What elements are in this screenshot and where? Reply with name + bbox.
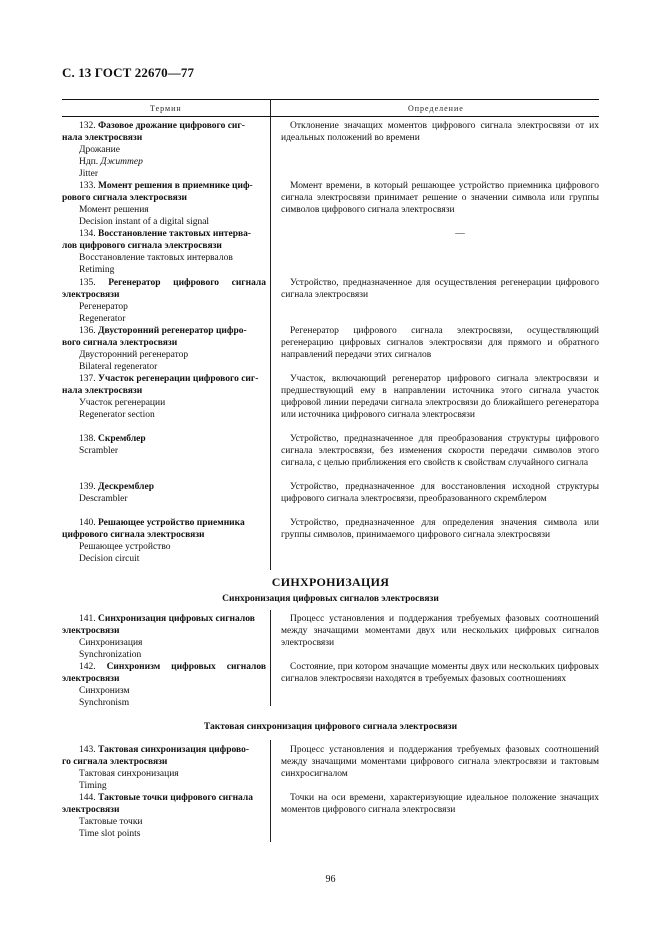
term-entry-133 [62,181,266,229]
definition-133: Момент времени, в который решающее устройство приемника цифрового сигнала электросвязи принимает решение о значении символа или группы символов цифрового сигнала электросвязи [281,181,599,215]
term-synonym: Восстановление тактовых интервалов [79,252,233,263]
term-number: 134. [79,229,96,239]
term-title: Скремблер [98,434,146,444]
term-english: Decision circuit [79,553,140,564]
term-title: Синхронизм цифровых сигналов [106,662,267,672]
term-synonym: Тактовые точки [79,816,143,827]
term-entry-137 [62,374,266,422]
term-synonym: Синхронизация [79,637,143,648]
term-title: Тактовая синхронизация цифрово- [98,745,249,755]
term-synonym: Двусторонний регенератор [79,349,189,360]
definition-137: Участок, включающий регенератор цифрового сигнала электросвязи и предшествующий ему в направлении источника этого сигнала участок цифровой линии передачи сигнала электросвязи до ближайшего регенератора или источника цифрового сигнала электросвязи [281,374,599,420]
term-title: нала электросвязи [62,132,143,143]
term-entry-140 [62,518,266,566]
term-entry-136 [62,326,266,374]
term-entry-132 [62,121,266,181]
term-entry-142 [62,662,266,710]
term-number: 139. [79,482,96,492]
term-number: 144. [79,793,96,803]
term-title: цифрового сигнала электросвязи [62,529,205,540]
definition-139: Устройство, предназначенное для восстановления исходной структуры цифрового сигнала электросвязи, преобразованного скремблером [281,482,599,504]
term-number: 132. [79,121,96,131]
term-entry-141 [62,614,266,662]
term-entry-143 [62,745,266,793]
column-divider [270,99,271,570]
term-english: Descrambler [79,493,128,504]
definition-140: Устройство, предназначенное для определения значения символа или группы символов, принимаемого цифрового сигнала электросвязи [281,518,599,540]
term-title: Восстановление тактовых интерва- [98,229,252,239]
column-head-definition: Определение [408,104,464,113]
term-english: Regenerator section [79,409,155,420]
term-number: 141. [79,614,96,624]
page-number: 96 [325,874,336,885]
definition-136: Регенератор цифрового сигнала электросвязи, осуществляющий регенерацию цифровых сигналов электросвязи для прямого и обратного направлений передачи этих сигналов [281,326,599,360]
term-title: Участок регенерации цифрового сиг- [98,374,259,384]
term-number: 140. [79,518,96,528]
term-number: 137. [79,374,96,384]
term-title: Синхронизация цифровых сигналов [98,614,255,624]
term-title: Решающее устройство приемника [98,518,245,528]
term-title: лов цифрового сигнала электросвязи [62,240,222,251]
term-english: Timing [79,780,107,791]
definition-142: Состояние, при котором значащие моменты двух или нескольких цифровых сигналов электросвязи находятся в требуемых фазовых соотношениях [281,662,599,684]
term-synonym: Момент решения [79,204,149,215]
definition-134: — [455,229,465,239]
term-english: Decision instant of a digital signal [79,216,210,227]
term-number: 133. [79,181,96,191]
term-title: Дескремблер [98,482,154,492]
term-title: Момент решения в приемнике циф- [98,181,253,191]
definition-144: Точки на оси времени, характеризующие идеальное положение значащих моментов цифрового сигнала электросвязи [281,793,599,815]
term-entry-138 [62,434,266,458]
table-header-rule [62,116,599,117]
subsection-heading-timing: Тактовая синхронизация цифрового сигнала электросвязи [203,722,458,732]
ndp-label: Ндп. [79,156,99,167]
term-title: Регенератор цифрового сигнала [108,278,267,288]
term-english: Time slot points [79,828,141,839]
term-title: электросвязи [62,625,120,636]
term-title: Тактовые точки цифрового сигнала [98,793,253,803]
term-english: Synchronization [79,649,142,660]
section-heading-sync: СИНХРОНИЗАЦИЯ [271,575,390,589]
term-english: Regenerator [79,313,126,324]
term-english: Scrambler [79,445,119,456]
column-divider [270,740,271,842]
page-header: С. 13 ГОСТ 22670—77 [62,65,195,80]
term-entry-144 [62,793,266,841]
term-title: электросвязи [62,289,120,300]
term-title: Фазовое дрожание цифрового сиг- [98,121,245,131]
term-title: вого сигнала электросвязи [62,337,178,348]
term-entry-139 [62,482,266,506]
term-title: электросвязи [62,673,120,684]
term-title: электросвязи [62,804,120,815]
term-number: 138. [79,434,96,444]
term-synonym: Синхронизм [79,685,130,696]
column-divider [270,610,271,706]
term-synonym: Дрожание [79,144,120,155]
ndp-term: Джиттер [100,156,143,167]
term-number: 143. [79,745,96,755]
term-english: Synchronism [79,697,130,708]
term-synonym: Решающее устройство [79,541,171,552]
term-entry-134 [62,229,266,277]
term-title: рового сигнала электросвязи [62,192,188,203]
term-number: 142. [79,662,96,672]
term-synonym: Участок регенерации [79,397,166,408]
subsection-heading-digital-sync: Синхронизация цифровых сигналов электросвязи [222,594,439,604]
column-head-term: Термин [150,104,182,113]
definition-143: Процесс установления и поддержания требуемых фазовых соотношений между значащими моментами цифрового сигнала электросвязи и тактовым синхросигналом [281,745,599,779]
term-number: 135. [79,278,96,288]
term-title: нала электросвязи [62,385,143,396]
definition-138: Устройство, предназначенное для преобразования структуры цифрового сигнала электросвязи, без изменения скорости передачи символов этого сигнала, с целью приближения его свойств к свойствам случайного сигнала [281,434,599,468]
definition-135: Устройство, предназначенное для осуществления регенерации цифрового сигнала электросвязи [281,278,599,300]
term-english: Jitter [79,168,98,179]
definition-141: Процесс установления и поддержания требуемых фазовых соотношений между значащими моментами двух или нескольких цифровых сигналов электросвязи [281,614,599,648]
table-top-rule [62,99,599,100]
term-entry-135 [62,278,266,326]
definition-132: Отклонение значащих моментов цифрового сигнала электросвязи от их идеальных положений во времени [281,121,599,143]
term-synonym: Тактовая синхронизация [79,768,179,779]
term-title: Двусторонний регенератор цифро- [98,326,247,336]
term-english: Retiming [79,264,115,275]
term-synonym: Регенератор [79,301,128,312]
term-english: Bilateral regenerator [79,361,158,372]
term-number: 136. [79,326,96,336]
term-title: го сигнала электросвязи [62,756,168,767]
